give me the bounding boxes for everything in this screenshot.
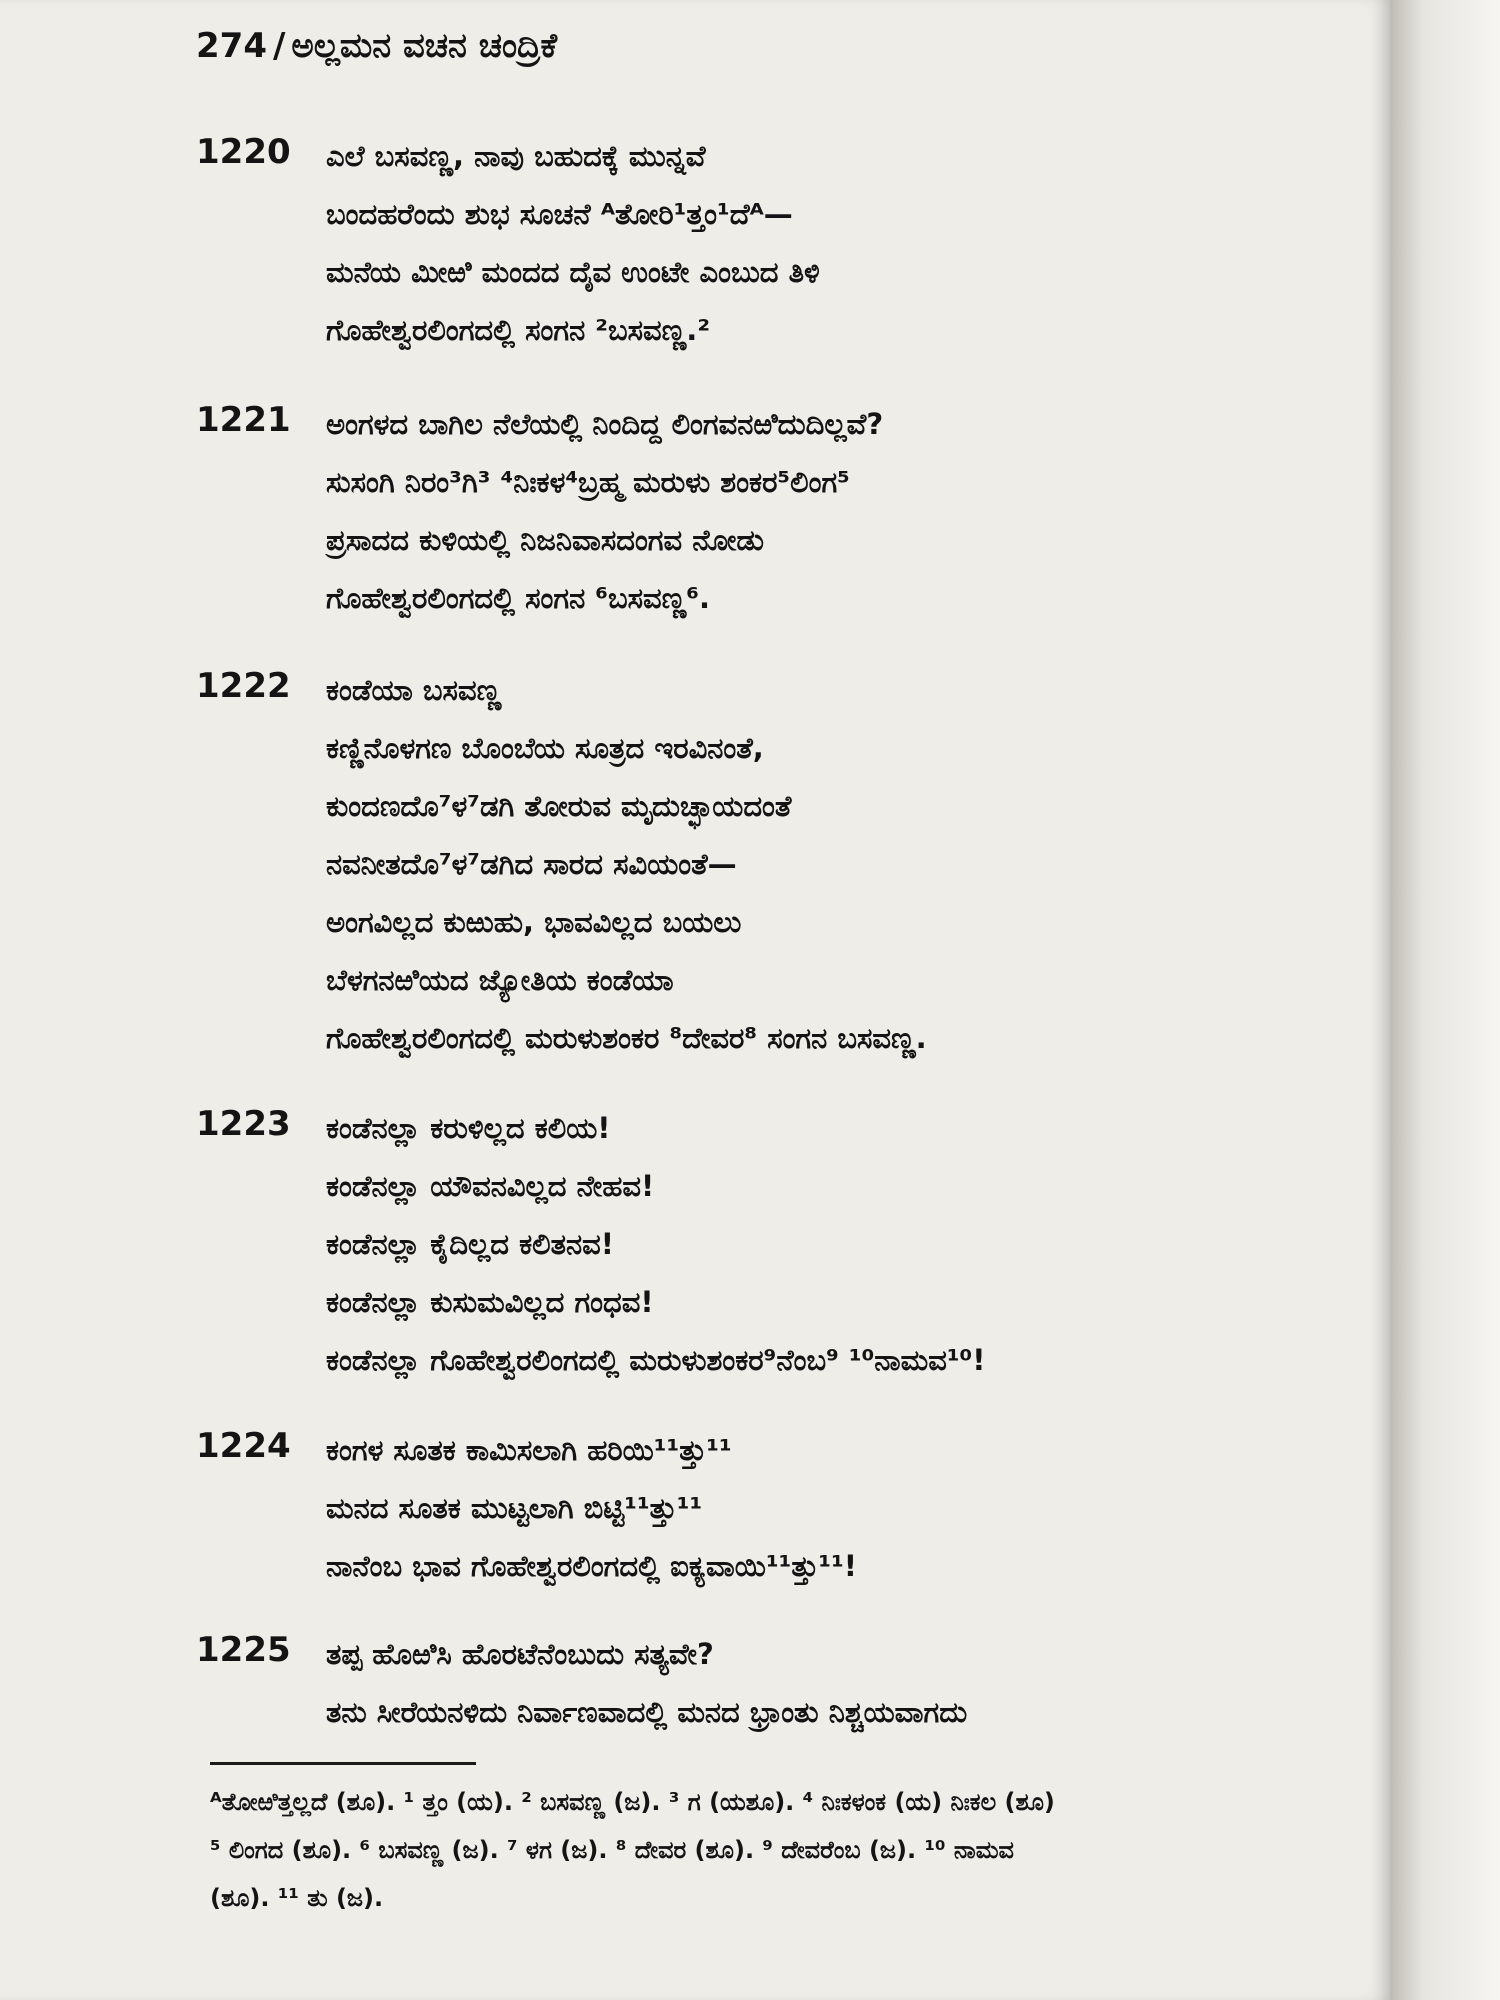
verse-line: ಎಲೆ ಬಸವಣ್ಣ, ನಾವು ಬಹುದಕ್ಕೆ ಮುನ್ನವೆ <box>326 139 706 173</box>
footnote-line: ᴬತೋಱಿತ್ತಲ್ಲದೆ (ಶೂ). ¹ ತ್ತಂ (ಯ). ² ಬಸವಣ್ಣ (ಜ). ³ ಗ (ಯಶೂ). ⁴ ನಿಃಕಳಂಕ (ಯ) ನಿಃಕಲ (ಶೂ) <box>210 1788 1055 1816</box>
verse-line: ಗೊಹೇಶ್ವರಲಿಂಗದಲ್ಲಿ ಮರುಳುಶಂಕರ ⁸ದೇವರ⁸ ಸಂಗನ ಬಸವಣ್ಣ. <box>326 1021 927 1055</box>
verse-line: ಕುಂದಣದೊ⁷ಳ⁷ಡಗಿ ತೋರುವ ಮೃದುಚ್ಛಾಯದಂತೆ <box>326 789 792 823</box>
entry-text <box>326 400 883 632</box>
footnote-line: (ಶೂ). ¹¹ ತು (ಜ). <box>210 1884 384 1912</box>
entry-number: 1221 <box>196 400 291 440</box>
running-header <box>196 26 557 66</box>
verse-line: ಬೆಳಗನಱಿಯದ ಜ್ಯೋತಿಯ ಕಂಡೆಯಾ <box>326 963 674 997</box>
footnotes <box>210 1782 1340 1926</box>
page-edge <box>1390 0 1500 2000</box>
entry-number: 1223 <box>196 1104 291 1144</box>
verse-line: ಪ್ರಸಾದದ ಕುಳಿಯಲ್ಲಿ ನಿಜನಿವಾಸದಂಗವ ನೋಡು <box>326 523 765 557</box>
verse-line: ಕಂಡೆನಲ್ಲಾ ಕರುಳಿಲ್ಲದ ಕಲಿಯ! <box>326 1111 611 1145</box>
entry-number: 1224 <box>196 1426 291 1466</box>
header-separator: / <box>272 26 286 66</box>
verse-line: ಕಂಡೆನಲ್ಲಾ ಕುಸುಮವಿಲ್ಲದ ಗಂಧವ! <box>326 1285 654 1319</box>
verse-line: ಗೊಹೇಶ್ವರಲಿಂಗದಲ್ಲಿ ಸಂಗನ ²ಬಸವಣ್ಣ.² <box>326 313 711 347</box>
entry-number: 1220 <box>196 132 291 172</box>
entry-number: 1225 <box>196 1630 291 1670</box>
verse-line: ಮನದ ಸೂತಕ ಮುಟ್ಟಲಾಗಿ ಬಿಟ್ಟಿ¹¹ತ್ತು¹¹ <box>326 1491 703 1525</box>
verse-line: ಮನೆಯ ಮೀಱಿ ಮಂದದ ದೈವ ಉಂಟೇ ಎಂಬುದ ತಿಳಿ <box>326 255 820 289</box>
verse-line: ಅಂಗವಿಲ್ಲದ ಕುಱುಹು, ಭಾವವಿಲ್ಲದ ಬಯಲು <box>326 905 742 939</box>
verse-line: ನವನೀತದೊ⁷ಳ⁷ಡಗಿದ ಸಾರದ ಸವಿಯಂತೆ— <box>326 847 737 881</box>
verse-line: ಕಂಗಳ ಸೂತಕ ಕಾಮಿಸಲಾಗಿ ಹರಿಯಿ¹¹ತ್ತು¹¹ <box>326 1433 732 1467</box>
verse-line: ಕಂಡೆನಲ್ಲಾ ಗೊಹೇಶ್ವರಲಿಂಗದಲ್ಲಿ ಮರುಳುಶಂಕರ⁹ನೆಂಬ⁹ ¹⁰ನಾಮವ¹⁰! <box>326 1343 986 1377</box>
entry-text <box>326 132 820 364</box>
verse-line: ಕಂಡೆಯಾ ಬಸವಣ್ಣ <box>326 673 502 707</box>
verse-line: ಅಂಗಳದ ಬಾಗಿಲ ನೆಲೆಯಲ್ಲಿ ನಿಂದಿದ್ದ ಲಿಂಗವನಱಿದುದಿಲ್ಲವೆ? <box>326 407 884 441</box>
book-title: ಅಲ್ಲಮನ ವಚನ ಚಂದ್ರಿಕೆ <box>291 26 558 66</box>
verse-line: ತಪ್ಪ ಹೊಱಿಸಿ ಹೊರಟೆನೆಂಬುದು ಸತ್ಯವೇ? <box>326 1637 714 1671</box>
footnote-line: ⁵ ಲಿಂಗದ (ಶೂ). ⁶ ಬಸವಣ್ಣ (ಜ). ⁷ ಳಗ (ಜ). ⁸ ದೇವರ (ಶೂ). ⁹ ದೇವರೆಂಬ (ಜ). ¹⁰ ನಾಮವ <box>210 1836 1014 1864</box>
verse-line: ಬಂದಹರೆಂದು ಶುಭ ಸೂಚನೆ ᴬತೋರಿ¹ತ್ತಂ¹ದೆᴬ— <box>326 197 793 231</box>
entry-text <box>326 1426 857 1600</box>
entry-text <box>326 666 927 1072</box>
verse-line: ನಾನೆಂಬ ಭಾವ ಗೊಹೇಶ್ವರಲಿಂಗದಲ್ಲಿ ಐಕ್ಯವಾಯಿ¹¹ತ್ತು¹¹! <box>326 1549 858 1583</box>
verse-line: ಕಂಡೆನಲ್ಲಾ ಕೈದಿಲ್ಲದ ಕಲಿತನವ! <box>326 1227 614 1261</box>
page-number: 274 <box>196 26 267 66</box>
footnote-divider <box>210 1762 476 1765</box>
verse-line: ಗೊಹೇಶ್ವರಲಿಂಗದಲ್ಲಿ ಸಂಗನ ⁶ಬಸವಣ್ಣ⁶. <box>326 581 711 615</box>
verse-line: ಕಂಡೆನಲ್ಲಾ ಯೌವನವಿಲ್ಲದ ನೇಹವ! <box>326 1169 655 1203</box>
verse-line: ಸುಸಂಗಿ ನಿರಂ³ಗಿ³ ⁴ನಿಃಕಳ⁴ಬ್ರಹ್ಮ ಮರುಳು ಶಂಕರ⁵ಲಿಂಗ⁵ <box>326 465 850 499</box>
verse-line: ತನು ಸೀರೆಯನಳಿದು ನಿರ್ವಾಣವಾದಲ್ಲಿ ಮನದ ಭ್ರಾಂತು ನಿಶ್ಚಯವಾಗದು <box>326 1695 968 1729</box>
entry-number: 1222 <box>196 666 291 706</box>
verse-line: ಕಣ್ಣಿನೊಳಗಣ ಬೊಂಬೆಯ ಸೂತ್ರದ ಇರವಿನಂತೆ, <box>326 731 764 765</box>
entry-text <box>326 1104 985 1394</box>
entry-text <box>326 1630 967 1746</box>
